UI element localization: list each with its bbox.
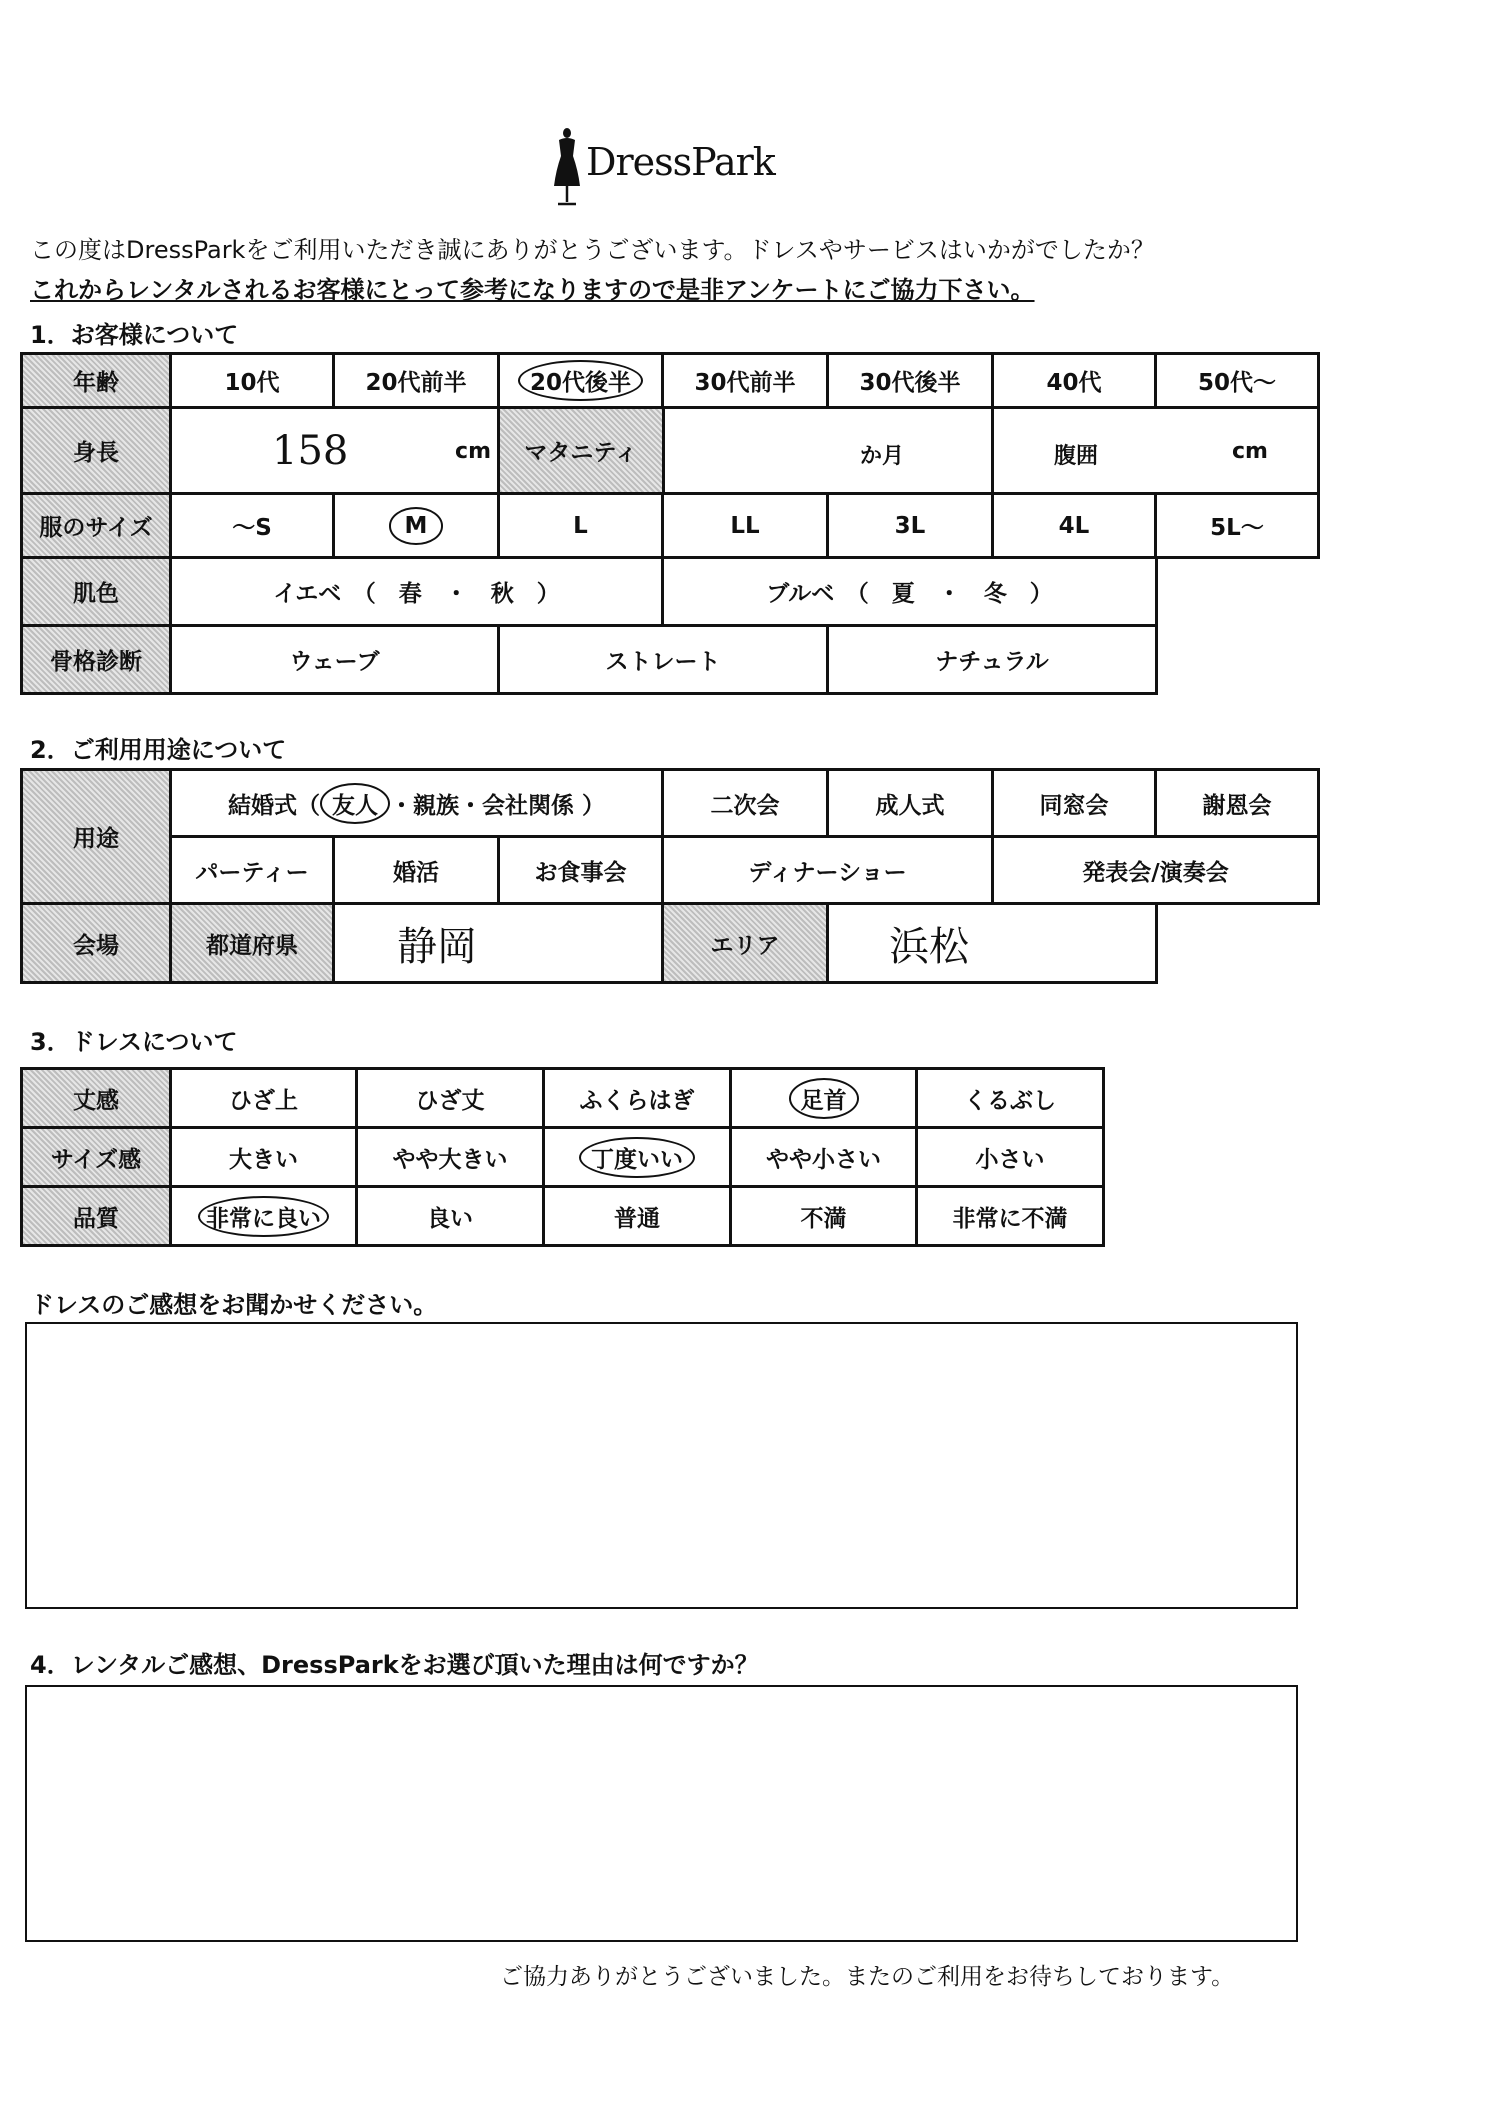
waist-field[interactable] [991,406,1320,495]
footer-thanks: ご協力ありがとうございました。またのご利用をお待ちしております。 [500,1964,1235,1990]
fit-option-slightly-small[interactable]: やや小さい [729,1126,918,1188]
age-option-30s-early[interactable]: 30代前半 [661,352,829,409]
height-unit: cm [455,439,491,464]
usage-option-recital[interactable]: 発表会/演奏会 [991,835,1320,905]
frame-label: 骨格診断 [20,624,172,695]
usage-option-wedding[interactable] [169,768,664,838]
maternity-label: マタニティ [497,406,665,495]
venue-label: 会場 [20,902,172,984]
height-value: 158 [272,427,349,474]
age-option-10s[interactable]: 10代 [169,352,335,409]
frame-option-natural[interactable]: ナチュラル [826,624,1158,695]
survey-request: これからレンタルされるお客様にとって参考になりますので是非アンケートにご協力下さい。 [30,276,1035,304]
rental-comment-box[interactable] [25,1685,1298,1942]
size-option-ll[interactable]: LL [661,492,829,559]
age-option-40s[interactable]: 40代 [991,352,1157,409]
prefecture-label: 都道府県 [169,902,335,984]
size-option-3l[interactable]: 3L [826,492,994,559]
usage-option-dinner-show[interactable]: ディナーショー [661,835,994,905]
wedding-prefix: 結婚式（ [227,792,320,819]
height-label: 身長 [20,406,172,495]
size-option-l[interactable]: L [497,492,664,559]
age-option-20s-late[interactable] [497,352,664,409]
month-unit: か月 [860,444,905,469]
size-option-m[interactable] [332,492,500,559]
fit-option-large[interactable]: 大きい [169,1126,358,1188]
usage-option-afterparty[interactable]: 二次会 [661,768,829,838]
length-label: 丈感 [20,1067,172,1129]
skin-label: 肌色 [20,556,172,627]
section3-title: 3．ドレスについて [30,1028,238,1056]
section4-title: 4．レンタルご感想、DressParkをお選び頂いた理由は何ですか？ [30,1651,759,1679]
selected-circle: 非常に良い [198,1196,329,1237]
quality-option-normal[interactable]: 普通 [542,1185,732,1247]
usage-option-konkatsu[interactable]: 婚活 [332,835,500,905]
intro-text: この度はDressParkをご利用いただき誠にありがとうございます。ドレスやサービスはいかがでしたか？ [30,236,1155,264]
quality-option-very-unsatisfied[interactable]: 非常に不満 [915,1185,1105,1247]
area-value: 浜松 [889,923,969,970]
selected-circle: 友人 [320,783,390,824]
quality-option-good[interactable]: 良い [355,1185,545,1247]
fit-label: サイズ感 [20,1126,172,1188]
section1-title: 1．お客様について [30,321,239,349]
frame-option-straight[interactable]: ストレート [497,624,829,695]
frame-option-wave[interactable]: ウェーブ [169,624,500,695]
fit-option-just-right[interactable] [542,1126,732,1188]
age-option-20s-early[interactable]: 20代前半 [332,352,500,409]
length-option-calf[interactable]: ふくらはぎ [542,1067,732,1129]
logo [550,118,790,208]
length-option-malleolus[interactable]: くるぶし [915,1067,1105,1129]
selected-circle: 丁度いい [579,1137,695,1178]
logo-text: DressPark [586,140,775,184]
area-field[interactable] [826,902,1158,984]
usage-option-party[interactable]: パーティー [169,835,335,905]
quality-label: 品質 [20,1185,172,1247]
size-label: 服のサイズ [20,492,172,559]
waist-label: 腹囲 [1054,444,1099,469]
size-option-5l[interactable]: 5L～ [1154,492,1320,559]
quality-option-very-good[interactable] [169,1185,358,1247]
usage-option-reunion[interactable]: 同窓会 [991,768,1157,838]
dress-form-icon [550,126,584,208]
age-option-50s[interactable]: 50代～ [1154,352,1320,409]
size-option-s[interactable]: ～S [169,492,335,559]
fit-option-slightly-large[interactable]: やや大きい [355,1126,545,1188]
length-option-above-knee[interactable]: ひざ上 [169,1067,358,1129]
length-option-knee[interactable]: ひざ丈 [355,1067,545,1129]
height-field[interactable] [169,406,500,495]
selected-circle: M [389,507,444,545]
selected-circle: 20代後半 [518,360,643,401]
usage-option-coming-of-age[interactable]: 成人式 [826,768,994,838]
quality-option-unsatisfied[interactable]: 不満 [729,1185,918,1247]
skin-blue-option[interactable]: ブルベ （ 夏 ・ 冬 ） [661,556,1158,627]
age-label: 年齢 [20,352,172,409]
section2-title: 2．ご利用用途について [30,736,287,764]
size-option-4l[interactable]: 4L [991,492,1157,559]
wedding-suffix: ・親族・会社関係 ） [389,792,605,819]
dress-comment-box[interactable] [25,1322,1298,1609]
usage-option-thank-you-party[interactable]: 謝恩会 [1154,768,1320,838]
dress-comment-prompt: ドレスのご感想をお聞かせください。 [30,1291,438,1319]
fit-option-small[interactable]: 小さい [915,1126,1105,1188]
maternity-months-field[interactable] [662,406,994,495]
age-option-30s-late[interactable]: 30代後半 [826,352,994,409]
length-option-ankle[interactable] [729,1067,918,1129]
prefecture-field[interactable] [332,902,664,984]
selected-circle: 足首 [789,1078,859,1119]
usage-option-dinner[interactable]: お食事会 [497,835,664,905]
prefecture-value: 静岡 [397,923,477,970]
usage-label: 用途 [20,768,172,905]
area-label: エリア [661,902,829,984]
skin-yellow-option[interactable]: イエベ （ 春 ・ 秋 ） [169,556,664,627]
waist-unit: cm [1232,439,1268,464]
